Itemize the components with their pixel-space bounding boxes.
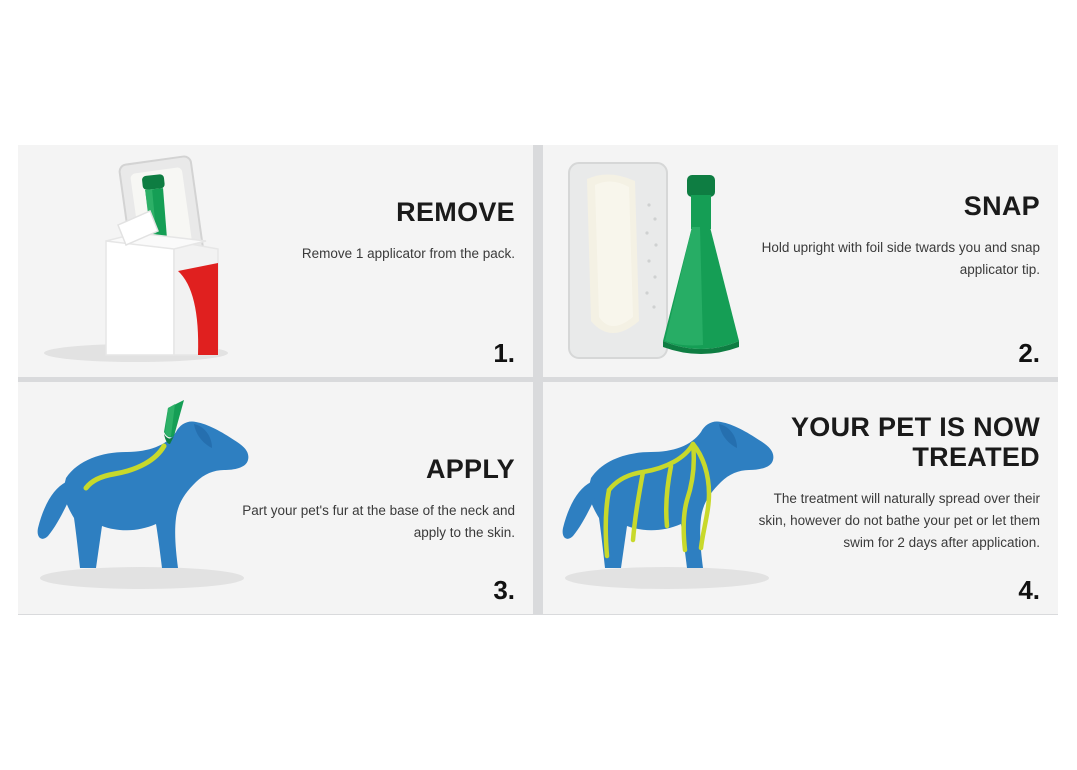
panel-apply xyxy=(18,382,533,614)
panel-text-block xyxy=(750,382,1040,614)
panel-title: SNAP xyxy=(963,191,1040,221)
panel-title: REMOVE xyxy=(396,197,515,227)
panel-text-block xyxy=(215,382,515,614)
panel-grid xyxy=(18,145,1058,615)
panel-step-number: 3. xyxy=(493,575,515,605)
panel-step-number: 1. xyxy=(493,338,515,368)
panel-text-block xyxy=(215,145,515,377)
panel-body: Hold upright with foil side twards you and snap applicator tip. xyxy=(761,240,1040,278)
panel-remove xyxy=(18,145,533,377)
panel-title: YOUR PET IS NOW TREATED xyxy=(790,412,1040,473)
panel-snap xyxy=(543,145,1058,377)
panel-step-number: 4. xyxy=(1018,575,1040,605)
panel-step-number: 2. xyxy=(1018,338,1040,368)
panel-treated xyxy=(543,382,1058,614)
panel-title: APPLY xyxy=(425,454,515,484)
panel-text-block xyxy=(740,145,1040,377)
panel-body: The treatment will naturally spread over their skin, however do not bathe your pet or let them swim for 2 days after application. xyxy=(758,491,1040,551)
panel-body: Remove 1 applicator from the pack. xyxy=(301,246,515,262)
panel-body: Part your pet's fur at the base of the neck and apply to the skin. xyxy=(242,503,515,541)
